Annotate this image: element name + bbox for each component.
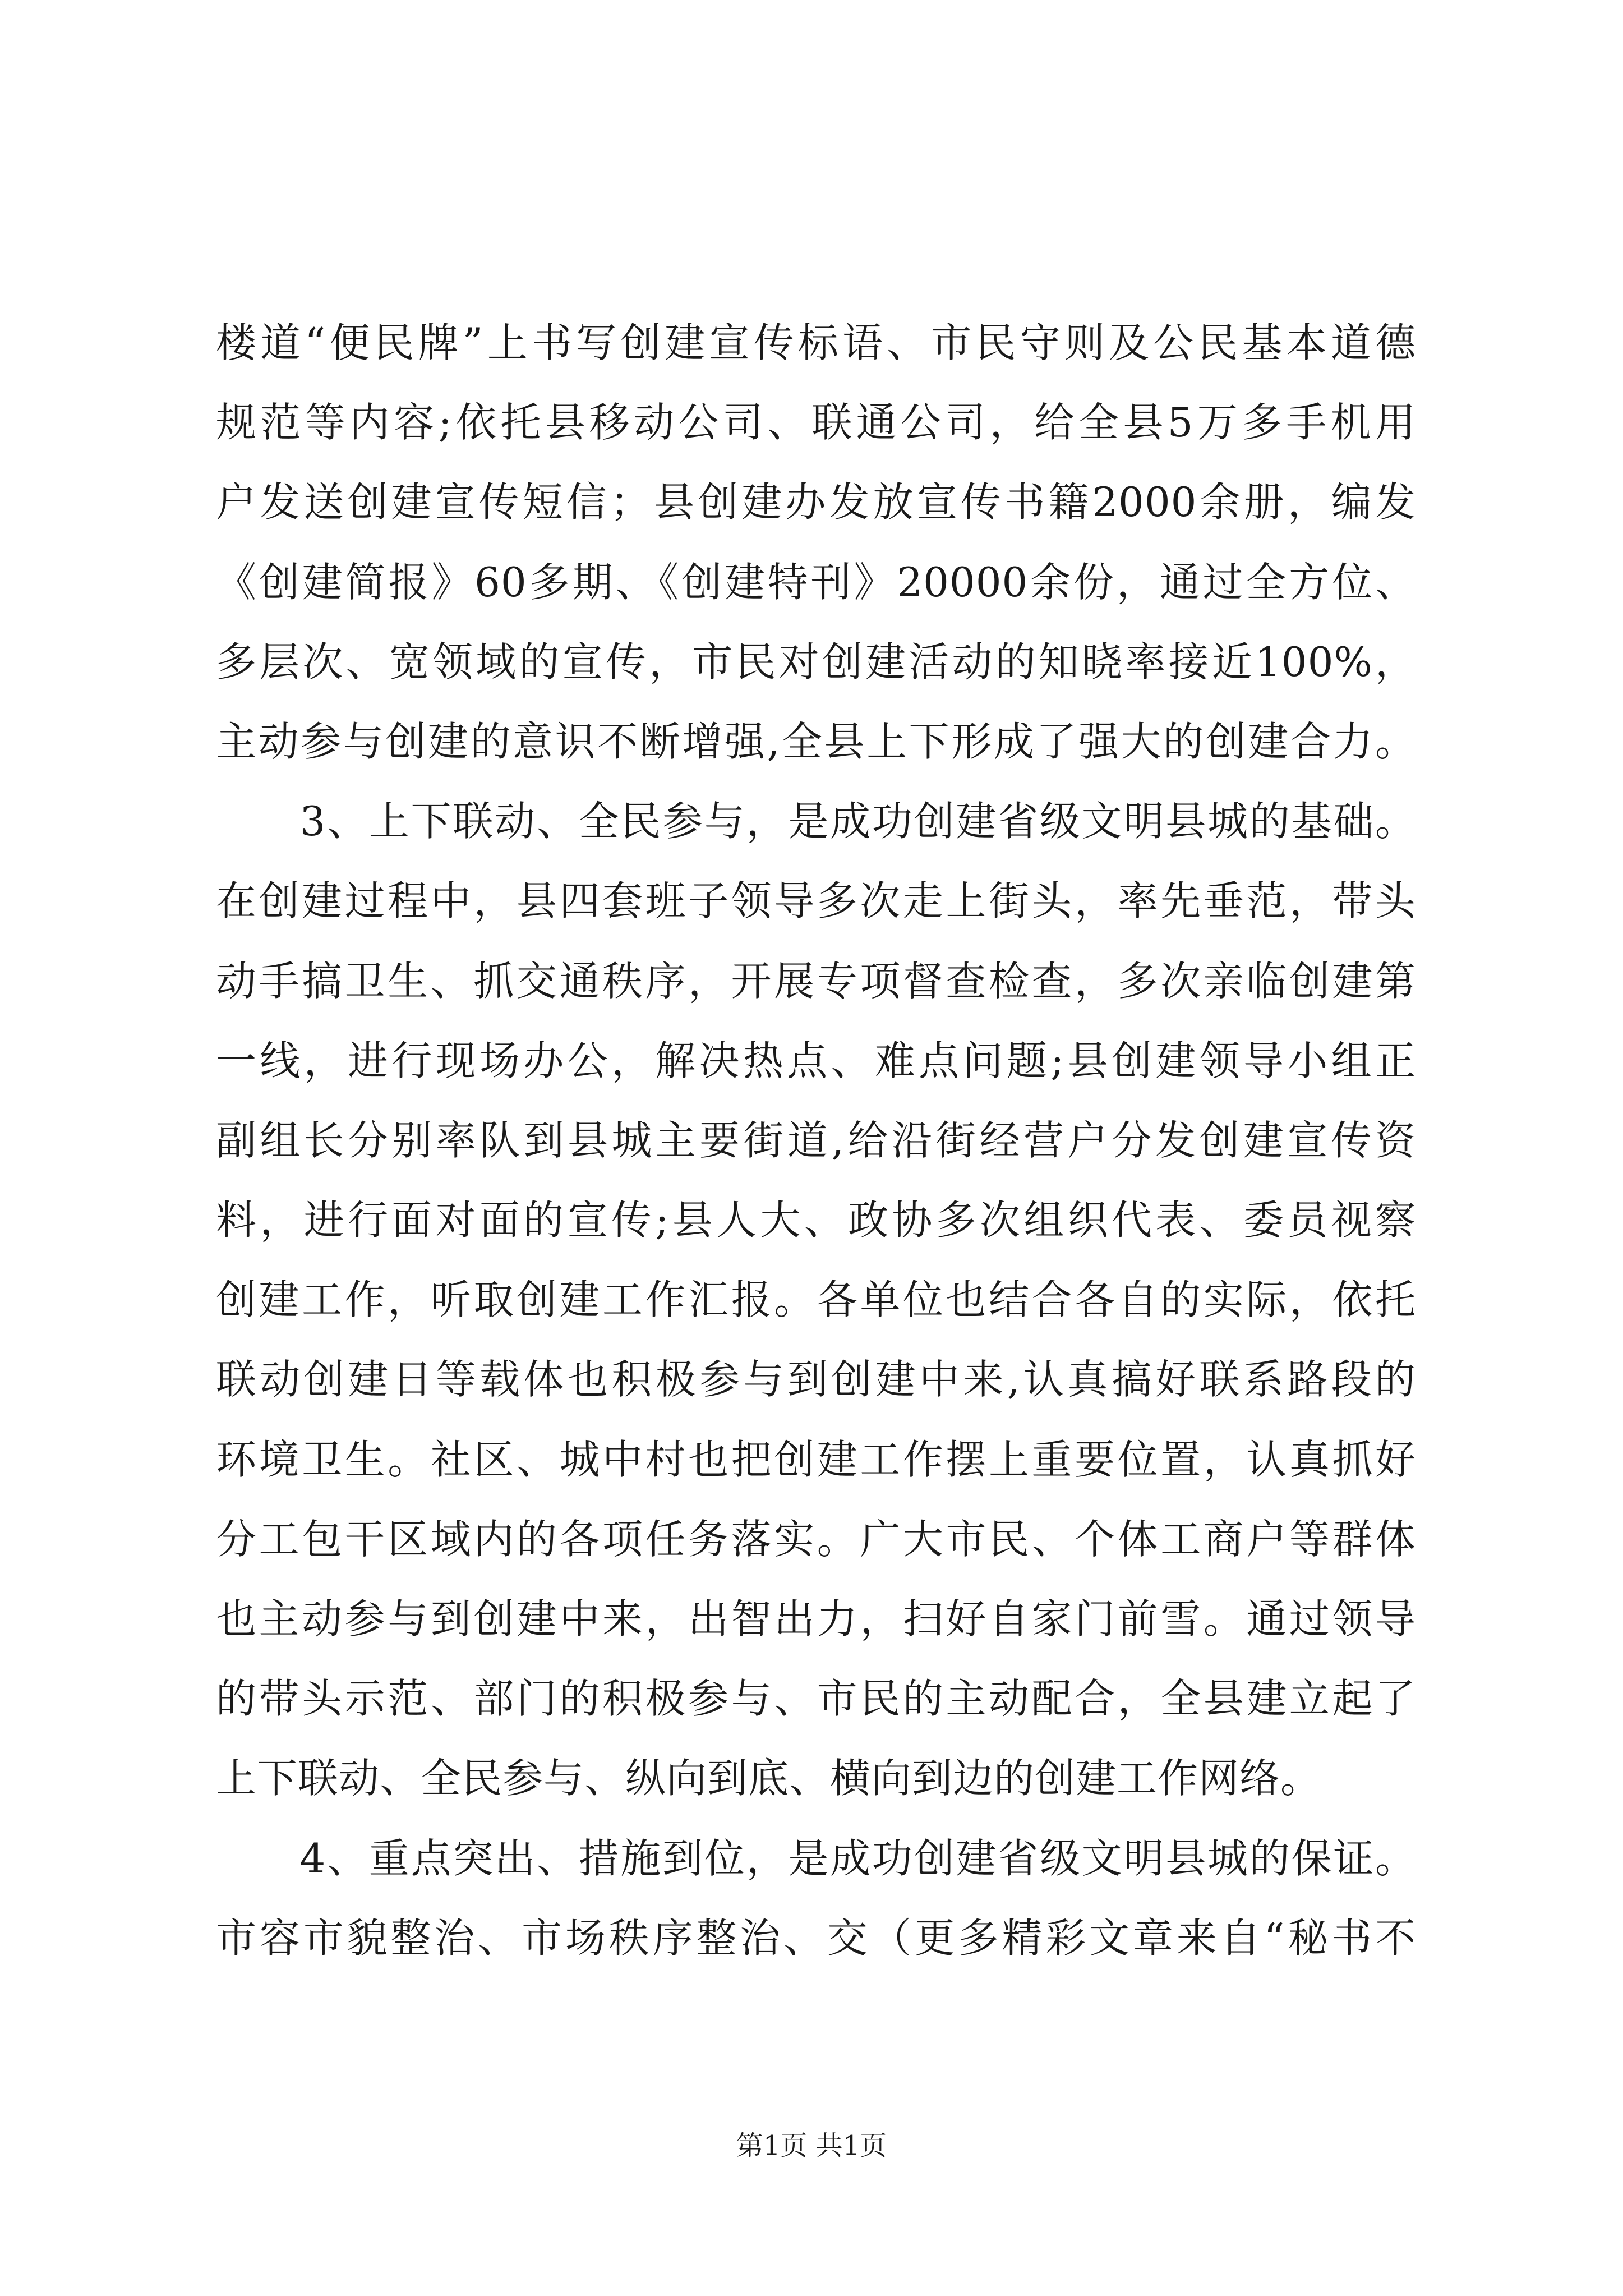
text-line-14: 联动创建日等载体也积极参与到创建中来,认真搞好联系路段的 [216, 1356, 1416, 1404]
text-line-7: 3、上下联动、全民参与，是成功创建省级文明县城的基础。 [216, 798, 1416, 845]
text-line-6: 主动参与创建的意识不断增强,全县上下形成了强大的创建合力。 [216, 717, 1416, 765]
text-line-5: 多层次、宽领域的宣传，市民对创建活动的知晓率接近100%， [216, 638, 1416, 685]
text-line-4: 《创建简报》60多期、《创建特刊》20000余份，通过全方位、 [216, 558, 1416, 606]
document-body [216, 303, 1416, 1978]
text-line-19: 上下联动、全民参与、纵向到底、横向到边的创建工作网络。 [216, 1755, 1322, 1802]
text-line-12: 料，进行面对面的宣传;县人大、政协多次组织代表、委员视察 [216, 1197, 1416, 1244]
text-line-15: 环境卫生。社区、城中村也把创建工作摆上重要位置，认真抓好 [216, 1435, 1416, 1483]
text-line-13: 创建工作，听取创建工作汇报。各单位也结合各自的实际，依托 [216, 1276, 1416, 1324]
page-number-footer: 第1页 共1页 [736, 2130, 887, 2161]
text-line-16: 分工包干区域内的各项任务落实。广大市民、个体工商户等群体 [216, 1515, 1416, 1563]
text-line-2: 规范等内容;依托县移动公司、联通公司，给全县5万多手机用 [216, 399, 1416, 447]
text-line-8: 在创建过程中，县四套班子领导多次走上街头，率先垂范，带头 [216, 877, 1416, 925]
text-line-10: 一线，进行现场办公，解决热点、难点问题;县创建领导小组正 [216, 1037, 1416, 1084]
text-line-1: 楼道“便民牌”上书写创建宣传标语、市民守则及公民基本道德 [216, 319, 1416, 366]
text-line-21: 市容市貌整治、市场秩序整治、交（更多精彩文章来自“秘书不 [216, 1914, 1416, 1962]
text-line-9: 动手搞卫生、抓交通秩序，开展专项督查检查，多次亲临创建第 [216, 957, 1416, 1005]
text-line-3: 户发送创建宣传短信；县创建办发放宣传书籍2000余册，编发 [216, 478, 1416, 526]
text-line-20: 4、重点突出、措施到位，是成功创建省级文明县城的保证。 [216, 1834, 1416, 1882]
text-line-11: 副组长分别率队到县城主要街道,给沿街经营户分发创建宣传资 [216, 1116, 1416, 1164]
text-line-17: 也主动参与到创建中来，出智出力，扫好自家门前雪。通过领导 [216, 1595, 1416, 1642]
text-line-18: 的带头示范、部门的积极参与、市民的主动配合，全县建立起了 [216, 1675, 1416, 1723]
